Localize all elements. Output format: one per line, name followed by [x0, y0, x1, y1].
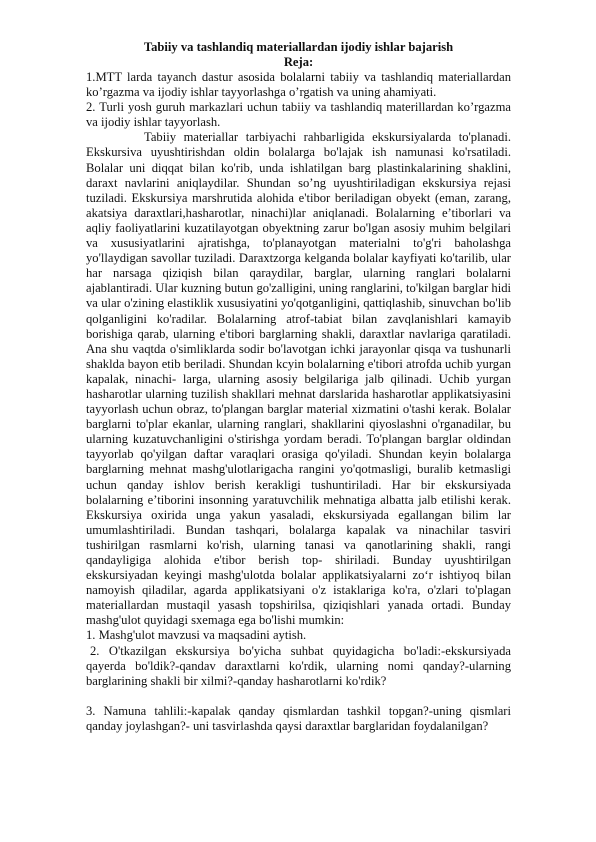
main-paragraph: Tabiiy materiallar tarbiyachi rahbarligida ekskursiyalarda to'planadi. Ekskursiva uyushtirishdan oldin bolalarga bo'lajak ish namunasi ko'rsatiladi. Bolalar uni diqqat bilan ko'rib, unda ishlatilgan barg plastinkalarining shaklini, daraxt navlarini aniqlaydilar. Shundan so’ng uyushtiriladigan ekskursiya rejasi tuziladi. Ekskursiya marshrutida alohida e'tibor beriladigan obyekt (eman, zarang, akatsiya daraxtlari,hasharotlar, ninachi)lar aniqlanadi. Bolalarning e’tiborlari va aqliy faoliyatlarini kuzatilayotgan obyektning zarur bo'lgan asosiy muhim belgilari va xususiyatlarini ajratishga, to'planayotgan materialni to'g'ri baholashga yo'llaydigan savollar tuziladi. Daraxtzorga kelganda bolalar kayfiyati ko'tarilib, ular har narsaga qiziqish bilan qaraydilar, barglar, ularning ranglari bolalarni ajablantiradi. Ular kuzning butun go'zalligini, uning ranglarini, to'kilgan barglar hidi va ular o'zining elastiklik xususiyatini yo'qotganligini, qattiqlashib, sinuvchan bo'lib qolganligini ko'radilar. Bolalarning atrof-tabiat bilan zavqlanishlari kamayib borishiga qarab, ularning e'tibori barglarning shakli, daraxtlar navlariga qaratiladi. Ana shu vaqtda o'simliklarda sodir bo'lavotgan ichki jarayonlar qisqa va tushunarli shaklda bayon etib beriladi. Shundan kcyin bolalarning e'tibori atrofda uchib yurgan kapalak, ninachi- larga, ularning asosiy belgilariga jalb qilinadi. Uchib yurgan hasharotlar ularning tuzilish shakllari mehnat darslarida hasharotlar applikatsiyasini tayyorlash uchun obraz, to'plangan barglar material xizmatini o'tashi kerak. Bolalar barglarni to'plar ekanlar, ularning ranglari, shakllarini qiyoslashni o'rganadilar, bu ularning kuzatuvchanligini o'stirishga yordam beradi. To'plangan barglar oldindan tayyorlab qo'yilgan daftar varaqlari orasiga qo'yiladi. Shundan keyin bolalarga barglarning mehnat mashg'ulotlarigacha rangini yo'qotmasligi, buralib ketmasligi uchun qanday ishlov berish kerakligi tushuntiriladi. Har bir ekskursiyada bolalarning e’tiborini insonning yaratuvchilik mehnatiga albatta jalb etilishi kerak. Ekskursiya oxirida unga yakun yasaladi, ekskursiyada egallangan bilim lar umumlashtiriladi. Bundan tashqari, bolalarga kapalak va ninachilar tasviri tushirilgan rasmlarni ko'rish, ularning tanasi va qanotlarining shakli, rangi qandayligiga alohida e'tibor berish top- shiriladi. Bunday uyushtirilgan ekskursiyadan keyingi mashg'ulotda bolalar applikatsiyalarni zo‘r ishtiyoq bilan namoyish qiladilar, agarda applikatsiyani o'z istaklariga ko'ra, o'zlari to'plagan materiallardan mustaqil yasash topshirilsa, qiziqishlari yanada ortadi. Bunday mashg'ulot quyidagi sxemaga ega bo'lishi mumkin: [86, 130, 511, 628]
scheme-item-2: 2. O'tkazilgan ekskursiya bo'yicha suhbat quyidagicha bo'ladi:-ekskursiyada qayerda bo'ldik?-qandav daraxtlarni ko'rdik, ularning nomi qanday?-ularning barglarining shakli bir xilmi?-qanday hasharotlarni ko'rdik? [86, 643, 511, 688]
scheme-item-3: 3. Namuna tahlili:-kapalak qanday qismlardan tashkil topgan?-uning qismlari qanday joylashgan?- uni tasvirlashda qaysi daraxtlar barglaridan foydalanilgan? [86, 703, 511, 733]
plan-item-2: 2. Turli yosh guruh markazlari uchun tabiiy va tashlandiq materillardan ko’rgazma va ijodiy ishlar tayyorlash. [86, 100, 511, 130]
page-title: Tabiiy va tashlandiq materiallardan ijodiy ishlar bajarish [143, 40, 454, 54]
scheme-item-1: 1. Mashg'ulot mavzusi va maqsadini aytish. [86, 628, 307, 643]
paragraph-gap [86, 689, 511, 704]
plan-item-1: 1.MTT larda tayanch dastur asosida bolalarni tabiiy va tashlandiq materiallardan ko’rgazma va ijodiy ishlar tayyorlashga o’rgatish va uning ahamiyati. [86, 70, 511, 100]
plan-heading: Reja: [283, 55, 314, 69]
